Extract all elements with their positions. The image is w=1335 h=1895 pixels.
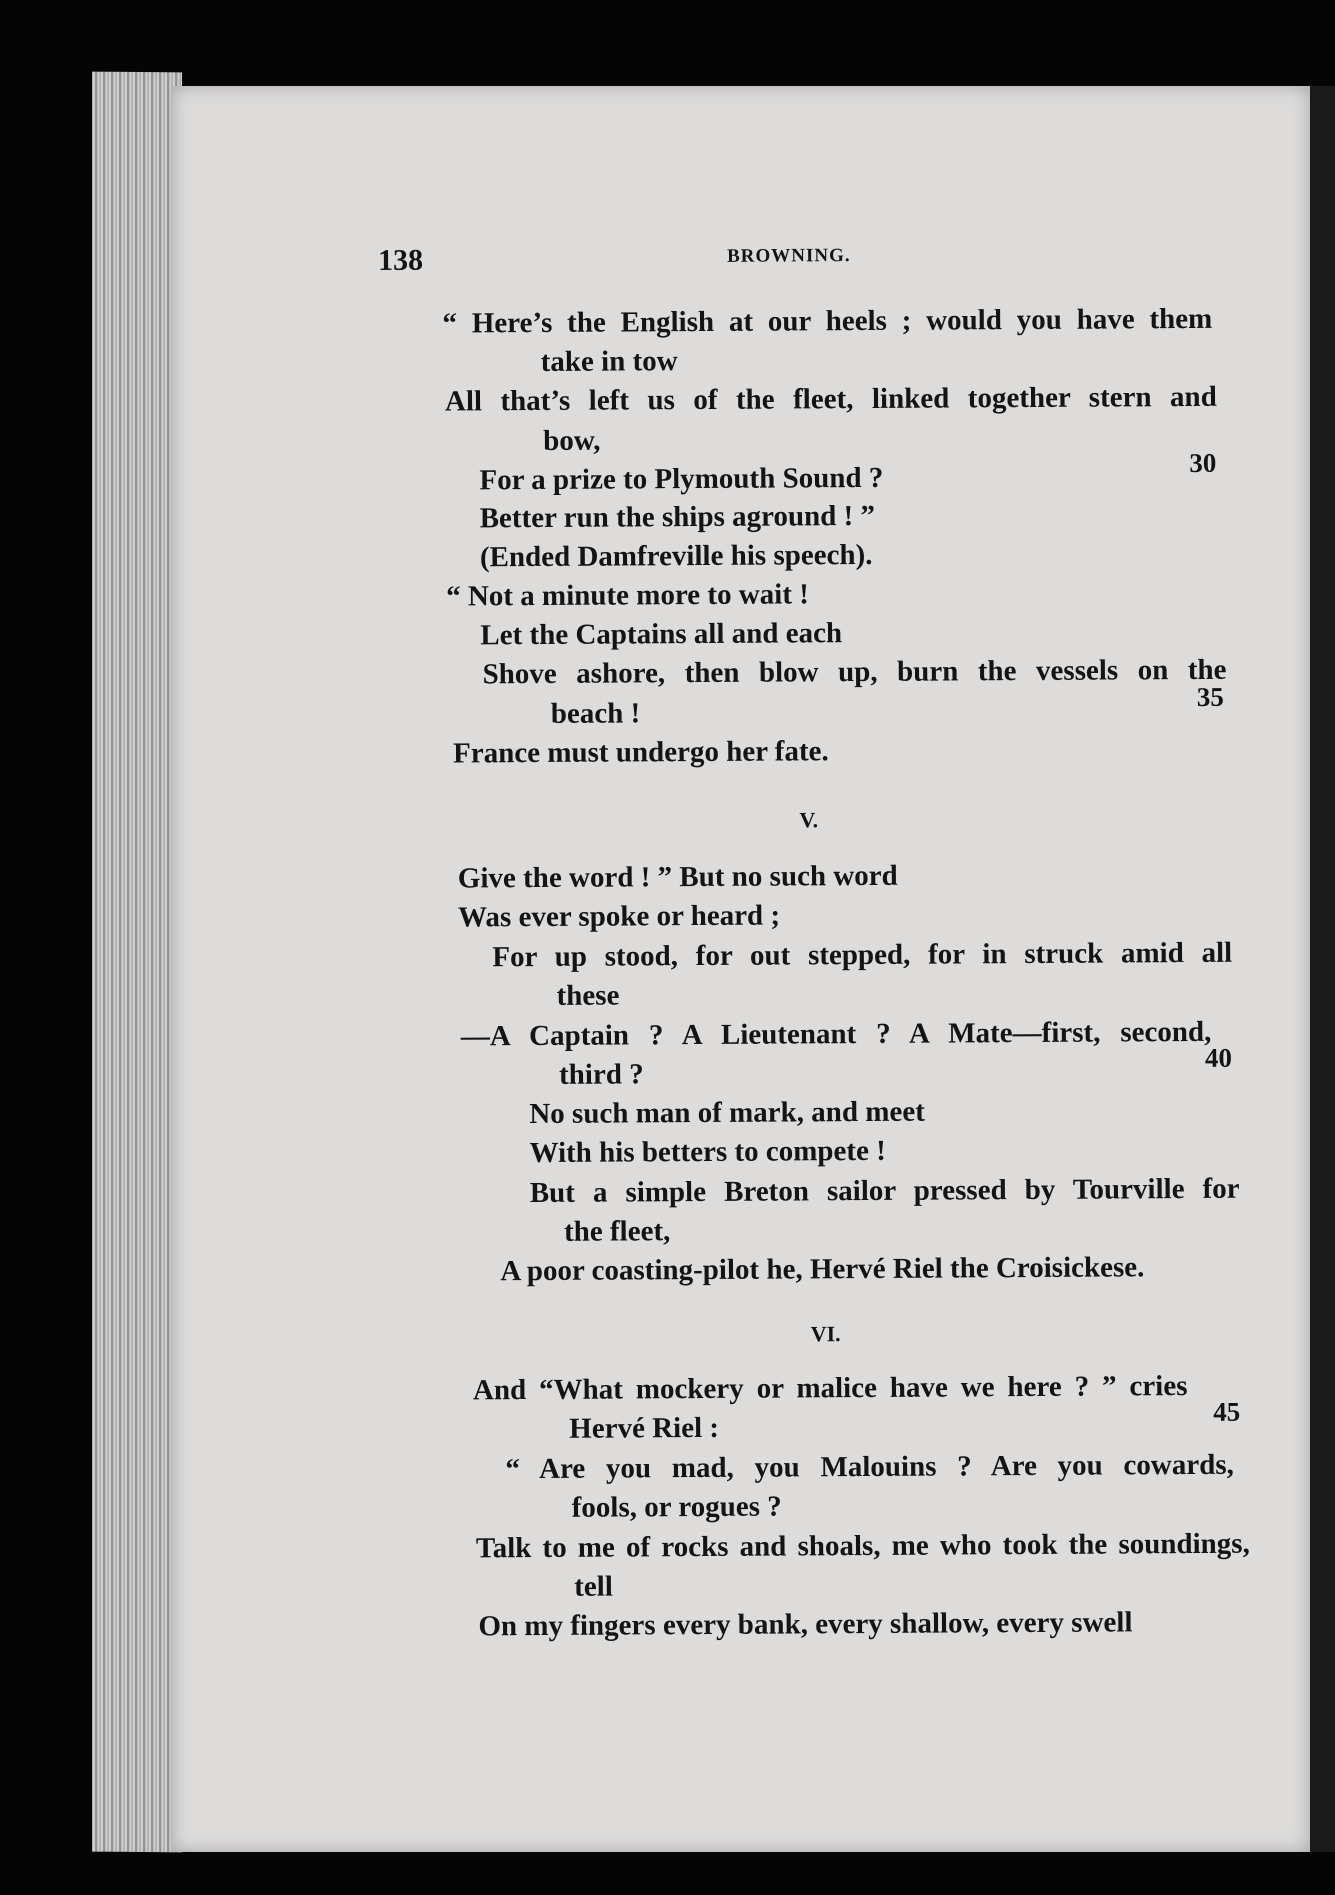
- running-head: BROWNING.: [727, 245, 851, 267]
- verse-line: Was ever spoke or heard ;: [458, 899, 781, 934]
- verse-line: But a simple Breton sailor pressed by Tourville for: [529, 1172, 1240, 1210]
- verse-line-continuation: take in tow: [540, 345, 678, 378]
- line-number: 45: [1213, 1396, 1241, 1427]
- verse-line: —A Captain ? A Lieutenant ? A Mate—first, second,: [460, 1015, 1212, 1053]
- verse-line: Let the Captains all and each: [480, 617, 843, 652]
- verse-line: Give the word ! ” But no such word: [457, 859, 898, 895]
- verse-line-continuation: beach !: [550, 697, 641, 730]
- verse-line: All that’s left us of the fleet, linked together stern and: [444, 380, 1217, 418]
- verse-line-continuation: Hervé Riel :: [569, 1411, 720, 1445]
- verse-line: “ Are you mad, you Malouins ? Are you cowards,: [505, 1448, 1234, 1486]
- verse-line-continuation: bow,: [543, 424, 601, 457]
- verse-line: On my fingers every bank, every shallow, every swell: [478, 1606, 1133, 1643]
- line-number: 30: [1189, 447, 1217, 479]
- line-number: 35: [1196, 681, 1224, 712]
- verse-line: Better run the ships aground ! ”: [479, 499, 876, 535]
- verse-line-continuation: the fleet,: [563, 1215, 671, 1248]
- verse-line: “ Not a minute more to wait !: [446, 578, 809, 613]
- verse-line: No such man of mark, and meet: [529, 1095, 925, 1131]
- verse-line: France must undergo her fate.: [453, 735, 829, 770]
- verse-line: Shove ashore, then blow up, burn the vessels on the: [482, 653, 1227, 691]
- section-heading: VI.: [810, 1321, 841, 1347]
- verse-line-continuation: tell: [574, 1570, 613, 1603]
- verse-line: Talk to me of rocks and shoals, me who took the soundings,: [475, 1527, 1250, 1565]
- verse-line: For up stood, for out stepped, for in struck amid all: [492, 936, 1233, 974]
- verse-line: “ Here’s the English at our heels ; would you have them: [442, 302, 1213, 340]
- section-heading: V.: [799, 807, 819, 833]
- verse-line: And “What mockery or malice have we here ? ” cries: [472, 1370, 1188, 1407]
- verse-line: A poor coasting-pilot he, Hervé Riel the Croisickese.: [500, 1251, 1145, 1288]
- verse-line: With his betters to compete !: [529, 1134, 886, 1170]
- page-number: 138: [377, 243, 424, 277]
- verse-line: (Ended Damfreville his speech).: [479, 538, 873, 574]
- verse-line-continuation: third ?: [558, 1058, 644, 1091]
- verse-line-continuation: fools, or rogues ?: [571, 1490, 782, 1524]
- line-number: 40: [1204, 1042, 1233, 1073]
- verse-line: For a prize to Plymouth Sound ?: [479, 461, 884, 497]
- verse-line-continuation: these: [556, 979, 620, 1012]
